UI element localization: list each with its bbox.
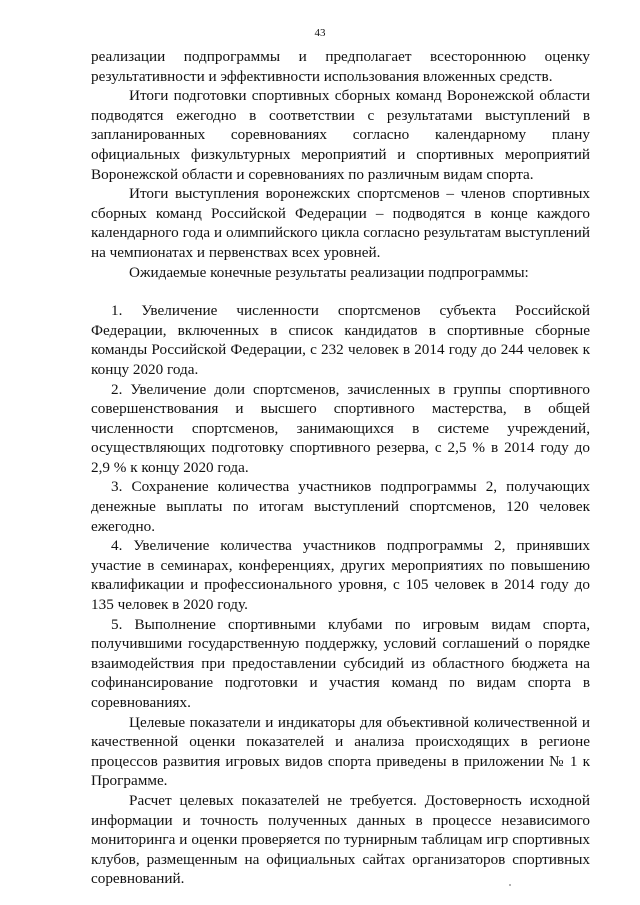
expected-results-list <box>91 301 590 712</box>
scan-speck <box>509 884 511 886</box>
paragraph-athlete-results: Итоги выступления воронежских спортсменов – членов спортивных сборных команд Российской Федерации – подводятся в конце каждого календарного года и олимпийского цикла согласно результатам выступлений на чемпионатах и первенствах всех уровней. <box>91 185 590 261</box>
spacer <box>91 282 590 301</box>
page-content <box>91 47 590 889</box>
list-item: 2. Увеличение доли спортсменов, зачисленных в группы спортивного совершенствования и высшего спортивного мастерства, в общей численности спортсменов, занимающихся в системе учреждений, осуществляющих подготовку спортивного резерва, с 2,5 % в 2014 году до 2,9 % к концу 2020 года. <box>91 380 590 476</box>
list-item: 5. Выполнение спортивными клубами по игровым видам спорта, получившими государственную поддержку, условий соглашений о порядке взаимодействия при предоставлении субсидий из областного бюджета на софинансирование подготовки и участия команд по видам спорта в соревнованиях. <box>91 615 590 711</box>
paragraph-team-results: Итоги подготовки спортивных сборных команд Воронежской области подводятся ежегодно в соответствии с результатами выступлений в запланированных соревнованиях согласно календарному плану официальных физкультурных мероприятий и спортивных мероприятий Воронежской области и соревнованиях по различным видам спорта. <box>91 87 590 183</box>
paragraph-expected-results-heading: Ожидаемые конечные результаты реализации подпрограммы: <box>129 263 529 281</box>
paragraph-calculation-note: Расчет целевых показателей не требуется. Достоверность исходной информации и точность полученных данных в процессе независимого мониторинга и оценки проверяется по турнирным таблицам игр спортивных клубов, размещенным на официальных сайтах организаторов спортивных соревнований. <box>91 791 590 888</box>
list-item: 1. Увеличение численности спортсменов субъекта Российской Федерации, включенных в список кандидатов в спортивные сборные команды Российской Федерации, с 232 человек в 2014 году до 244 человек к концу 2020 года. <box>91 302 590 378</box>
list-item: 4. Увеличение количества участников подпрограммы 2, принявших участие в семинарах, конференциях, других мероприятиях по повышению квалификации и профессионального уровня, с 105 человек в 2014 году до 135 человек в 2020 году. <box>91 537 590 614</box>
paragraph-continuation: реализации подпрограммы и предполагает всестороннюю оценку результативности и эффективности использования вложенных средств. <box>91 48 590 85</box>
page-number: 43 <box>314 27 326 39</box>
list-item: 3. Сохранение количества участников подпрограммы 2, получающих денежные выплаты по итогам выступлений спортсменов, 120 человек ежегодно. <box>91 478 590 535</box>
paragraph-target-indicators: Целевые показатели и индикаторы для объективной количественной и качественной оценки показателей и анализа происходящих в регионе процессов развития игровых видов спорта приведены в приложении № 1 к Программе. <box>91 713 590 790</box>
